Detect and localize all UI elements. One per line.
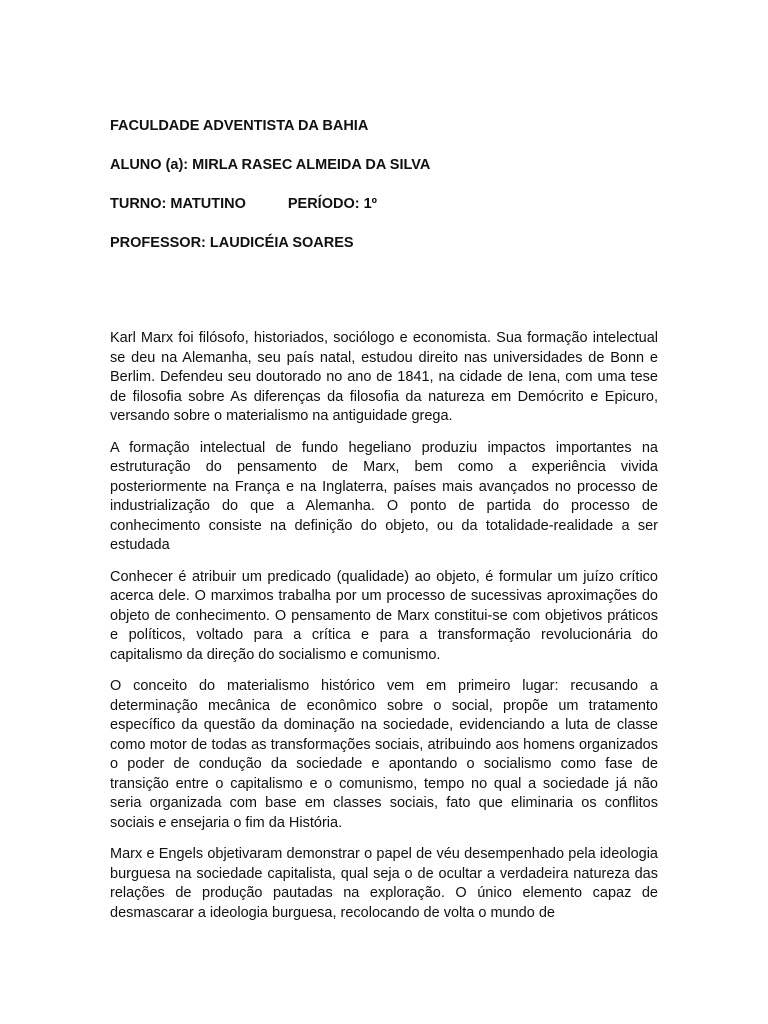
paragraph-1: Karl Marx foi filósofo, historiados, sociólogo e economista. Sua formação intelectual se deu na Alemanha, seu país natal, estudou direito nas universidades de Bonn e Berlim. Defendeu seu doutorado no ano de 1841, na cidade de Iena, com uma tese de filosofia sobre As diferenças da filosofia da natureza em Demócrito e Epicuro, versando sobre o materialismo na antiguidade grega. <box>110 330 658 424</box>
paragraph-5: Marx e Engels objetivaram demonstrar o papel de véu desempenhado pela ideologia burguesa na sociedade capitalista, qual seja o de ocultar a verdadeira natureza das relações de produção pautadas na exploração. O único elemento capaz de desmascarar a ideologia burguesa, recolocando de volta o mundo de <box>110 846 658 921</box>
document-header <box>110 117 670 273</box>
shift-label: TURNO: MATUTINO <box>110 196 246 212</box>
paragraph-4: O conceito do materialismo histórico vem em primeiro lugar: recusando a determinação mecânica de econômico sobre o social, propõe um tratamento específico da questão da dominação na sociedade, evidenciando a luta de classe como motor de todas as transformações sociais, atribuindo aos homens organizados o poder de condução da sociedade e apontando o socialismo como fase de transição entre o capitalismo e o comunismo, tempo no qual a sociedade já não seria organizada com base em classes sociais, fato que eliminaria os conflitos sociais e ensejaria o fim da História. <box>110 678 658 831</box>
shift-period-line <box>110 195 670 213</box>
paragraph-2: A formação intelectual de fundo hegeliano produziu impactos importantes na estruturação do pensamento de Marx, bem como a experiência vivida posteriormente na França e na Inglaterra, países mais avançados no processo de industrialização do que a Alemanha. O ponto de partida do processo de conhecimento consiste na definição do objeto, ou da totalidade-realidade a ser estudada <box>110 439 658 553</box>
institution-name: FACULDADE ADVENTISTA DA BAHIA <box>110 118 369 134</box>
professor-name: PROFESSOR: LAUDICÉIA SOARES <box>110 235 354 251</box>
paragraph-3: Conhecer é atribuir um predicado (qualidade) ao objeto, é formular um juízo crítico acerca dele. O marximos trabalha por um processo de sucessivas aproximações do objeto de conhecimento. O pensamento de Marx constitui-se com objetivos práticos e políticos, voltado para a crítica e para a transformação revolucionária do capitalismo da direção do socialismo e comunismo. <box>110 568 658 663</box>
document-body <box>110 329 658 935</box>
period-label: PERÍODO: 1º <box>287 196 377 212</box>
student-name: ALUNO (a): MIRLA RASEC ALMEIDA DA SILVA <box>110 157 431 173</box>
